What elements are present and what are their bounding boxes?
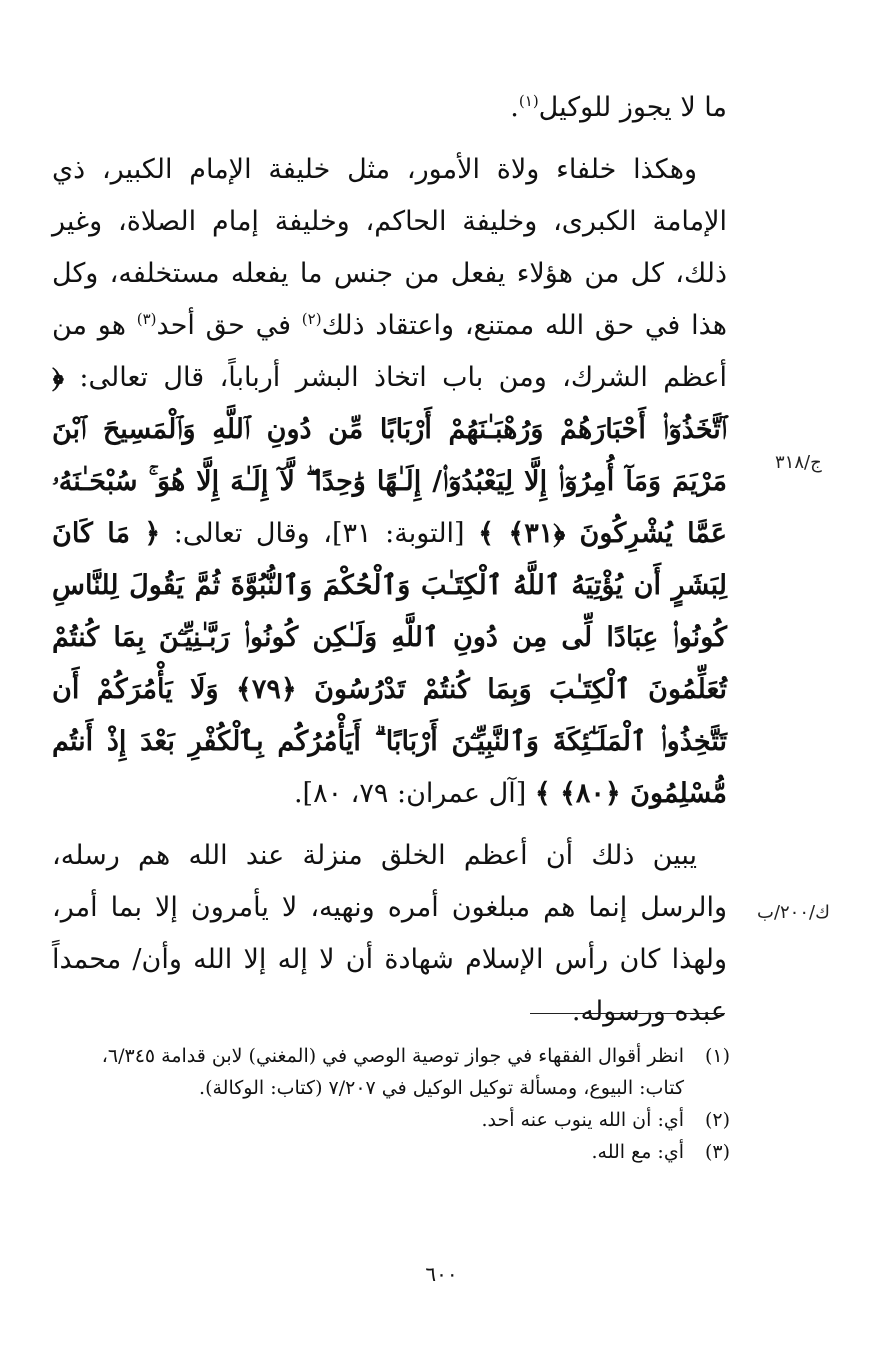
quran-verse-2: ﴿ مَا كَانَ لِبَشَرٍ أَن يُؤْتِيَهُ ٱللَّهُ ٱلْكِتَـٰبَ وَٱلْحُكْمَ وَٱلنُّبُوَّةَ ثُمَّ يَقُولَ لِلنَّاسِ كُونُوا۟ عِبَادًا لِّى مِن دُونِ ٱللَّهِ وَلَـٰكِن كُونُوا۟ رَبَّـٰنِيِّـۧنَ بِمَا كُنتُمْ تُعَلِّمُونَ ٱلْكِتَـٰبَ وَبِمَا كُنتُمْ تَدْرُسُونَ ﴿٧٩﴾ وَلَا يَأْمُرَكُمْ أَن تَتَّخِذُوا۟ ٱلْمَلَـٰٓئِكَةَ وَٱلنَّبِيِّـۧنَ أَرْبَابًا ۗ أَيَأْمُرُكُم بِٱلْكُفْرِ بَعْدَ إِذْ أَنتُم مُّسْلِمُونَ ﴿٨٠﴾ ﴾ <box>52 518 727 809</box>
verse-reference-2: [آل عمران: ٧٩، ٨٠]. <box>293 778 535 809</box>
footnote-ref-1[interactable]: (١) <box>518 92 539 110</box>
paragraph-2-seg2: في حق أحد <box>156 310 302 341</box>
footnote-number: (٣) <box>704 1141 730 1163</box>
paragraph-2-seg1: وهكذا خلفاء ولاة الأمور، مثل خليفة الإمام الكبير، ذي الإمامة الكبرى، وخليفة الحاكم، وخليفة إمام الصلاة، وغير ذلك، كل من هؤلاء يفعل من جنس ما يفعله مستخلفه، وكل هذا في حق الله ممتنع، واعتقاد ذلك <box>52 154 727 341</box>
paragraph-1 <box>52 82 727 134</box>
footnote-number: (١) <box>704 1045 730 1067</box>
footnote-text: أي: مع الله. <box>591 1141 684 1163</box>
paragraph-2 <box>52 144 727 820</box>
footnote-divider <box>530 1013 725 1014</box>
paragraph-1-text: ما لا يجوز للوكيل <box>538 92 727 123</box>
paragraph-1-end: . <box>510 92 519 123</box>
footnote-number: (٢) <box>704 1109 730 1131</box>
margin-note-manuscript-j: ج/٣١٨ <box>775 452 822 473</box>
footnote-1 <box>60 1040 730 1104</box>
paragraph-3: يبين ذلك أن أعظم الخلق منزلة عند الله هم رسله، والرسل إنما هم مبلغون أمره ونهيه، لا يأمرون إلا بما أمر، ولهذا كان رأس الإسلام شهادة أن لا إله إلا الله وأن/ محمداً عبده ورسوله. <box>52 840 727 1027</box>
footnote-text: انظر أقوال الفقهاء في جواز توصية الوصي في (المغني) لابن قدامة ٦/٣٤٥، كتاب: البيوع، ومسألة توكيل الوكيل في ٧/٢٠٧ (كتاب: الوكالة). <box>101 1045 684 1099</box>
paragraph-2-seg3: هو من أعظم الشرك، ومن باب اتخاذ البشر أرباباً، قال تعالى: <box>52 310 727 393</box>
footnotes <box>60 1040 730 1168</box>
verse-reference-1: [التوبة: ٣١]، وقال تعالى: <box>160 518 479 549</box>
margin-note-manuscript-k: ك/٢٠٠/ب <box>757 902 830 923</box>
footnote-ref-3[interactable]: (٣) <box>136 310 157 328</box>
page-number: ٦٠٠ <box>425 1262 458 1286</box>
footnote-3 <box>60 1136 730 1168</box>
footnote-2 <box>60 1104 730 1136</box>
footnote-ref-2[interactable]: (٢) <box>301 310 322 328</box>
footnote-text: أي: أن الله ينوب عنه أحد. <box>481 1109 684 1131</box>
main-text <box>52 82 727 1038</box>
quran-verse-1: ﴿ ٱتَّخَذُوٓا۟ أَحْبَارَهُمْ وَرُهْبَـٰنَهُمْ أَرْبَابًا مِّن دُونِ ٱللَّهِ وَٱلْمَسِيحَ ٱبْنَ مَرْيَمَ وَمَآ أُمِرُوٓا۟ إِلَّا لِيَعْبُدُوٓا۟/ إِلَـٰهًا وَٰحِدًا ۖ لَّآ إِلَـٰهَ إِلَّا هُوَ ۚ سُبْحَـٰنَهُۥ عَمَّا يُشْرِكُونَ ﴿٣١﴾ ﴾ <box>52 362 728 549</box>
